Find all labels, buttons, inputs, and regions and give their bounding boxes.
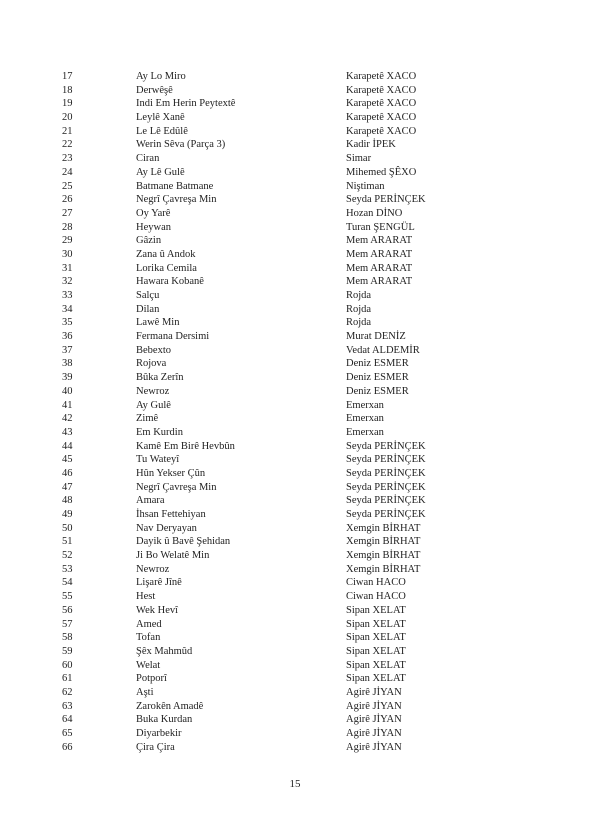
track-number: 63 — [62, 700, 73, 712]
song-title: Kamê Em Birê Hevbûn — [136, 440, 235, 452]
artist-name: Emerxan — [346, 413, 384, 425]
artist-name: Emerxan — [346, 426, 384, 438]
song-title: Şêx Mahmûd — [136, 645, 193, 657]
list-item — [0, 152, 590, 166]
song-title: Zarokên Amadê — [136, 700, 204, 712]
track-number: 34 — [62, 303, 73, 315]
song-title: Rojova — [136, 358, 167, 370]
list-item — [0, 399, 590, 413]
track-number: 22 — [62, 139, 73, 151]
track-number: 18 — [62, 84, 73, 96]
track-number: 38 — [62, 358, 73, 370]
song-title: Salçu — [136, 290, 160, 301]
track-number: 37 — [62, 344, 73, 356]
list-item — [0, 193, 590, 207]
artist-name: Sipan XELAT — [346, 673, 406, 685]
track-number: 26 — [62, 194, 73, 206]
song-title: Newroz — [136, 563, 170, 575]
list-item — [0, 412, 590, 426]
artist-name: Sipan XELAT — [346, 618, 406, 630]
list-item — [0, 248, 590, 262]
artist-name: Sipan XELAT — [346, 659, 406, 671]
list-item — [0, 494, 590, 508]
song-title: Lawê Min — [136, 317, 180, 329]
track-number: 24 — [62, 166, 73, 178]
track-number: 39 — [62, 372, 73, 384]
track-number: 65 — [62, 728, 73, 739]
song-title: Ji Bo Welatê Min — [136, 550, 210, 562]
track-number: 29 — [62, 235, 73, 247]
page-number: 15 — [289, 778, 301, 790]
list-item — [0, 576, 590, 590]
list-item — [0, 549, 590, 563]
track-number: 66 — [62, 741, 73, 753]
track-number: 46 — [62, 467, 73, 479]
track-number: 50 — [62, 522, 73, 534]
artist-name: Mem ARARAT — [346, 276, 413, 288]
track-number: 45 — [62, 454, 73, 466]
list-item — [0, 618, 590, 632]
track-number: 27 — [62, 207, 73, 219]
artist-name: Seyda PERİNÇEK — [346, 440, 426, 452]
song-title: Tofan — [136, 632, 161, 644]
track-number: 47 — [62, 481, 73, 493]
track-number: 36 — [62, 331, 73, 343]
artist-name: Agirê JİYAN — [346, 686, 402, 698]
track-number: 30 — [62, 248, 73, 260]
list-item — [0, 84, 590, 98]
song-title: Welat — [136, 659, 161, 671]
artist-name: Kadir İPEK — [346, 139, 396, 151]
artist-name: Deniz ESMER — [346, 385, 409, 397]
list-item — [0, 741, 590, 755]
artist-name: Seyda PERİNÇEK — [346, 194, 426, 206]
song-title: Ay Gulê — [136, 399, 171, 411]
track-number: 40 — [62, 385, 73, 397]
list-item — [0, 97, 590, 111]
artist-name: Seyda PERİNÇEK — [346, 509, 426, 520]
list-item — [0, 316, 590, 330]
list-item — [0, 535, 590, 549]
track-number: 19 — [62, 98, 73, 110]
song-title: Buka Kurdan — [136, 714, 193, 726]
song-title: Lorika Cemila — [136, 262, 197, 274]
song-title: Nav Deryayan — [136, 522, 197, 534]
list-item — [0, 344, 590, 358]
list-item — [0, 659, 590, 673]
song-title: Dayik û Bavê Şehidan — [136, 536, 231, 548]
song-title: Hawara Kobanê — [136, 276, 204, 288]
list-item — [0, 303, 590, 317]
song-title: Ay Lo Miro — [136, 71, 186, 82]
track-number: 52 — [62, 550, 73, 562]
song-title: Ciran — [136, 153, 160, 165]
artist-name: Ciwan HACO — [346, 591, 406, 603]
song-title: Diyarbekir — [136, 728, 182, 739]
song-title: Hest — [136, 591, 156, 603]
artist-name: Mem ARARAT — [346, 248, 413, 260]
song-title: Aşti — [136, 686, 154, 698]
list-item — [0, 385, 590, 399]
track-number: 33 — [62, 290, 73, 301]
artist-name: Agirê JİYAN — [346, 700, 402, 712]
list-item — [0, 262, 590, 276]
track-number: 53 — [62, 563, 73, 575]
track-number: 44 — [62, 440, 73, 452]
list-item — [0, 631, 590, 645]
track-number: 23 — [62, 153, 73, 165]
list-item — [0, 713, 590, 727]
artist-name: Simar — [346, 153, 372, 165]
track-number: 32 — [62, 276, 73, 288]
song-title: Dilan — [136, 303, 160, 315]
song-title: Leylê Xanê — [136, 112, 185, 124]
list-item — [0, 467, 590, 481]
list-item — [0, 125, 590, 139]
track-number: 58 — [62, 632, 73, 644]
list-item — [0, 180, 590, 194]
artist-name: Sipan XELAT — [346, 645, 406, 657]
list-item — [0, 590, 590, 604]
track-number: 57 — [62, 618, 73, 630]
track-number: 48 — [62, 495, 73, 507]
song-title: Lişarê Jînê — [136, 577, 182, 589]
list-item — [0, 604, 590, 618]
song-title: Zana û Andok — [136, 248, 196, 260]
list-item — [0, 686, 590, 700]
list-item — [0, 289, 590, 303]
song-title: Derwêşê — [136, 84, 173, 96]
song-title: Gâzin — [136, 235, 162, 247]
song-title: Le Lê Edûlê — [136, 125, 188, 137]
list-item — [0, 207, 590, 221]
artist-name: Turan ŞENGÜL — [346, 221, 415, 233]
artist-name: Agirê JİYAN — [346, 741, 402, 753]
song-title: Çira Çira — [136, 741, 175, 753]
song-title: Indi Em Herin Peytextê — [136, 98, 236, 110]
song-title: Bûka Zerîn — [136, 372, 184, 384]
artist-name: Murat DENİZ — [346, 331, 406, 343]
artist-name: Xemgin BİRHAT — [346, 522, 421, 534]
track-number: 41 — [62, 399, 73, 411]
song-title: Tu Wateyî — [136, 454, 180, 466]
list-item — [0, 700, 590, 714]
song-title: Heywan — [136, 221, 171, 233]
artist-name: Mem ARARAT — [346, 235, 413, 247]
artist-name: Karapetê XACO — [346, 84, 417, 96]
artist-name: Seyda PERİNÇEK — [346, 454, 426, 466]
artist-name: Karapetê XACO — [346, 71, 417, 82]
artist-name: Rojda — [346, 317, 372, 329]
song-title: Wek Hevî — [136, 604, 179, 616]
track-number: 54 — [62, 577, 73, 589]
list-item — [0, 138, 590, 152]
artist-name: Seyda PERİNÇEK — [346, 481, 426, 493]
artist-name: Deniz ESMER — [346, 358, 409, 370]
artist-name: Rojda — [346, 290, 372, 301]
song-title: Newroz — [136, 385, 170, 397]
song-title: Negrî Çavreşa Min — [136, 194, 217, 206]
song-title: Em Kurdin — [136, 426, 183, 438]
artist-name: Agirê JİYAN — [346, 714, 402, 726]
song-title: Batmane Batmane — [136, 180, 214, 192]
artist-name: Karapetê XACO — [346, 125, 417, 137]
artist-name: Seyda PERİNÇEK — [346, 495, 426, 507]
track-number: 21 — [62, 125, 73, 137]
list-item — [0, 563, 590, 577]
list-item — [0, 275, 590, 289]
artist-name: Hozan DİNO — [346, 207, 403, 219]
song-title: Amed — [136, 618, 162, 630]
song-title: Bebexto — [136, 344, 171, 356]
list-item — [0, 234, 590, 248]
track-number: 55 — [62, 591, 73, 603]
track-number: 49 — [62, 509, 73, 520]
track-number: 35 — [62, 317, 73, 329]
artist-name: Mem ARARAT — [346, 262, 413, 274]
list-item — [0, 426, 590, 440]
track-number: 51 — [62, 536, 73, 548]
song-title: Negrî Çavreşa Min — [136, 481, 217, 493]
list-item — [0, 481, 590, 495]
list-item — [0, 508, 590, 522]
artist-name: Sipan XELAT — [346, 632, 406, 644]
track-number: 62 — [62, 686, 73, 698]
artist-name: Seyda PERİNÇEK — [346, 467, 426, 479]
song-title: Werin Sêva (Parça 3) — [136, 139, 226, 151]
track-number: 61 — [62, 673, 73, 685]
track-number: 25 — [62, 180, 73, 192]
list-item — [0, 221, 590, 235]
song-list — [0, 70, 590, 754]
song-title: Zimê — [136, 413, 159, 425]
song-title: Potporî — [136, 673, 167, 685]
track-number: 60 — [62, 659, 73, 671]
list-item — [0, 645, 590, 659]
list-item — [0, 672, 590, 686]
track-number: 43 — [62, 426, 73, 438]
artist-name: Karapetê XACO — [346, 112, 417, 124]
track-number: 17 — [62, 71, 73, 82]
list-item — [0, 330, 590, 344]
list-item — [0, 166, 590, 180]
track-number: 59 — [62, 645, 73, 657]
artist-name: Xemgin BİRHAT — [346, 550, 421, 562]
track-number: 56 — [62, 604, 73, 616]
artist-name: Emerxan — [346, 399, 384, 411]
artist-name: Vedat ALDEMİR — [346, 344, 420, 356]
song-title: Fermana Dersimi — [136, 331, 210, 343]
list-item — [0, 522, 590, 536]
artist-name: Mihemed ŞÊXO — [346, 166, 417, 178]
song-title: Hûn Yekser Çûn — [136, 467, 206, 479]
artist-name: Ciwan HACO — [346, 577, 406, 589]
artist-name: Agirê JİYAN — [346, 728, 402, 739]
song-title: Oy Yarê — [136, 207, 171, 219]
list-item — [0, 453, 590, 467]
track-number: 42 — [62, 413, 73, 425]
song-title: İhsan Fettehiyan — [136, 509, 206, 520]
list-item — [0, 70, 590, 84]
song-title: Amara — [136, 495, 165, 507]
track-number: 31 — [62, 262, 73, 274]
artist-name: Xemgin BİRHAT — [346, 536, 421, 548]
list-item — [0, 440, 590, 454]
artist-name: Rojda — [346, 303, 372, 315]
list-item — [0, 727, 590, 741]
list-item — [0, 371, 590, 385]
list-item — [0, 111, 590, 125]
artist-name: Karapetê XACO — [346, 98, 417, 110]
artist-name: Niştiman — [346, 180, 385, 192]
artist-name: Deniz ESMER — [346, 372, 409, 384]
song-title: Ay Lê Gulê — [136, 166, 185, 178]
track-number: 20 — [62, 112, 73, 124]
track-number: 28 — [62, 221, 73, 233]
artist-name: Xemgin BİRHAT — [346, 563, 421, 575]
artist-name: Sipan XELAT — [346, 604, 406, 616]
track-number: 64 — [62, 714, 73, 726]
list-item — [0, 357, 590, 371]
